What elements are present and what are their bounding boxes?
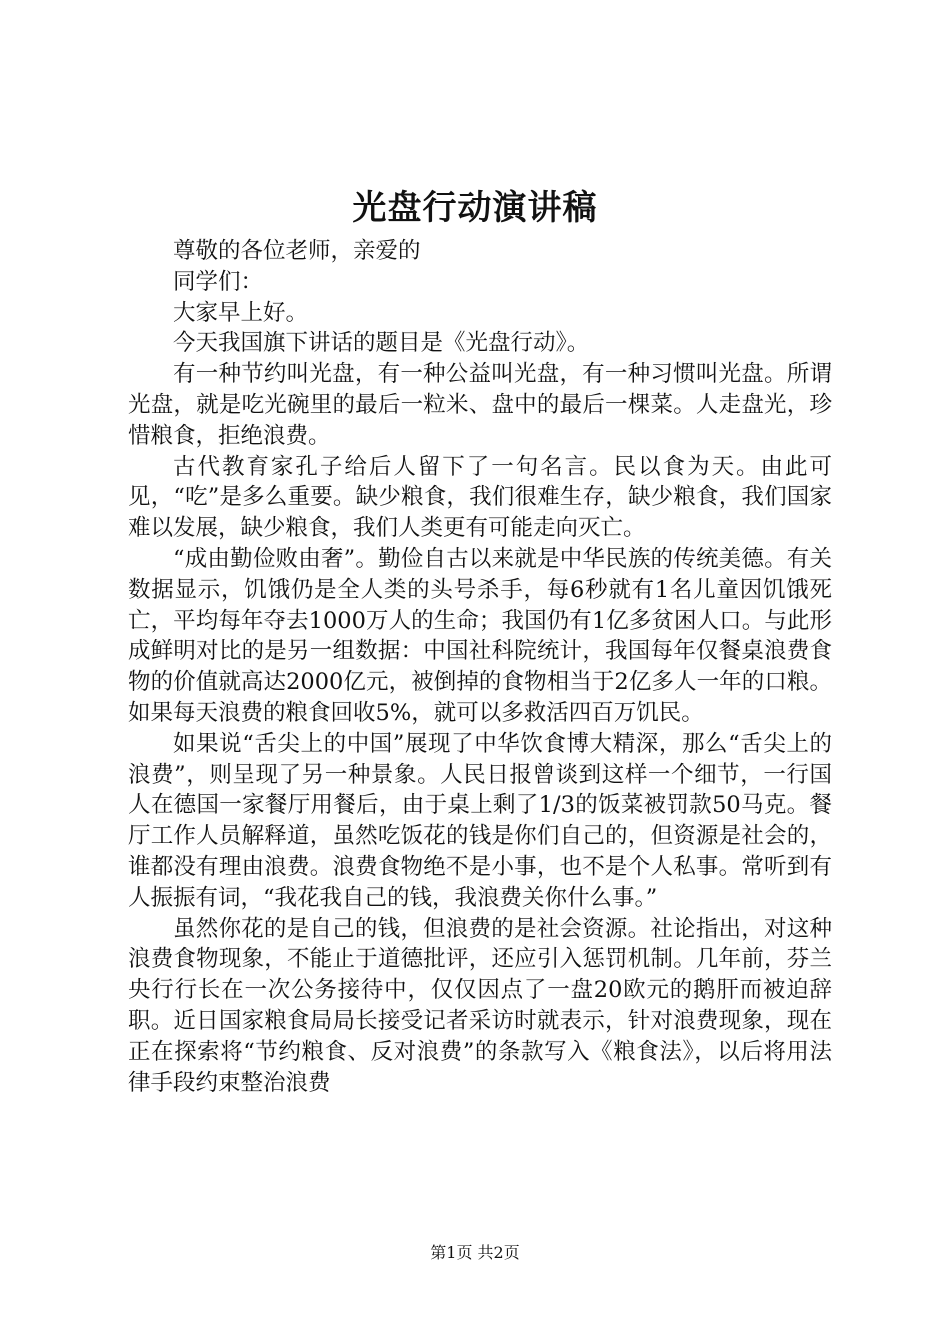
paragraph-body: 有一种节约叫光盘，有一种公益叫光盘，有一种习惯叫光盘。所谓光盘，就是吃光碗里的最后一粒米、盘中的最后一棵菜。人走盘光，珍惜粮食，拒绝浪费。	[128, 361, 832, 449]
paragraph-body: “成由勤俭败由奢”。勤俭自古以来就是中华民族的传统美德。有关数据显示，饥饿仍是全人类的头号杀手，每6秒就有1名儿童因饥饿死亡，平均每年夺去1000万人的生命；我国仍有1亿多贫困人口。与此形成鲜明对比的是另一组数据：中国社科院统计，我国每年仅餐桌浪费食物的价值就高达2000亿元，被倒掉的食物相当于2亿多人一年的口粮。如果每天浪费的粮食回收5%，就可以多救活四百万饥民。	[128, 545, 832, 726]
paragraph-topic: 今天我国旗下讲话的题目是《光盘行动》。	[173, 330, 590, 357]
paragraph-greeting-2: 同学们：	[173, 268, 264, 295]
document-title: 光盘行动演讲稿	[352, 188, 598, 228]
page-footer: 第1页 共2页	[430, 1243, 520, 1262]
paragraph-greeting-3: 大家早上好。	[173, 299, 309, 326]
paragraph-body: 虽然你花的是自己的钱，但浪费的是社会资源。社论指出，对这种浪费食物现象，不能止于道德批评，还应引入惩罚机制。几年前，芬兰央行行长在一次公务接待中，仅仅因点了一盘20欧元的鹅肝而被迫辞职。近日国家粮食局局长接受记者采访时就表示，针对浪费现象，现在正在探索将“节约粮食、反对浪费”的条款写入《粮食法》，以后将用法律手段约束整治浪费	[128, 915, 832, 1096]
paragraph-greeting-1: 尊敬的各位老师，亲爱的	[173, 238, 421, 264]
document-body	[128, 236, 832, 1098]
paragraph-body: 如果说“舌尖上的中国”展现了中华饮食博大精深，那么“舌尖上的浪费”，则呈现了另一种景象。人民日报曾谈到这样一个细节，一行国人在德国一家餐厅用餐后，由于桌上剩了1/3的饭菜被罚款50马克。餐厅工作人员解释道，虽然吃饭花的钱是你们自己的，但资源是社会的，谁都没有理由浪费。浪费食物绝不是小事，也不是个人私事。常听到有人振振有词，“我花我自己的钱，我浪费关你什么事。”	[128, 730, 832, 911]
paragraph-body: 古代教育家孔子给后人留下了一句名言。民以食为天。由此可见，“吃”是多么重要。缺少粮食，我们很难生存，缺少粮食，我们国家难以发展，缺少粮食，我们人类更有可能走向灭亡。	[128, 453, 832, 542]
